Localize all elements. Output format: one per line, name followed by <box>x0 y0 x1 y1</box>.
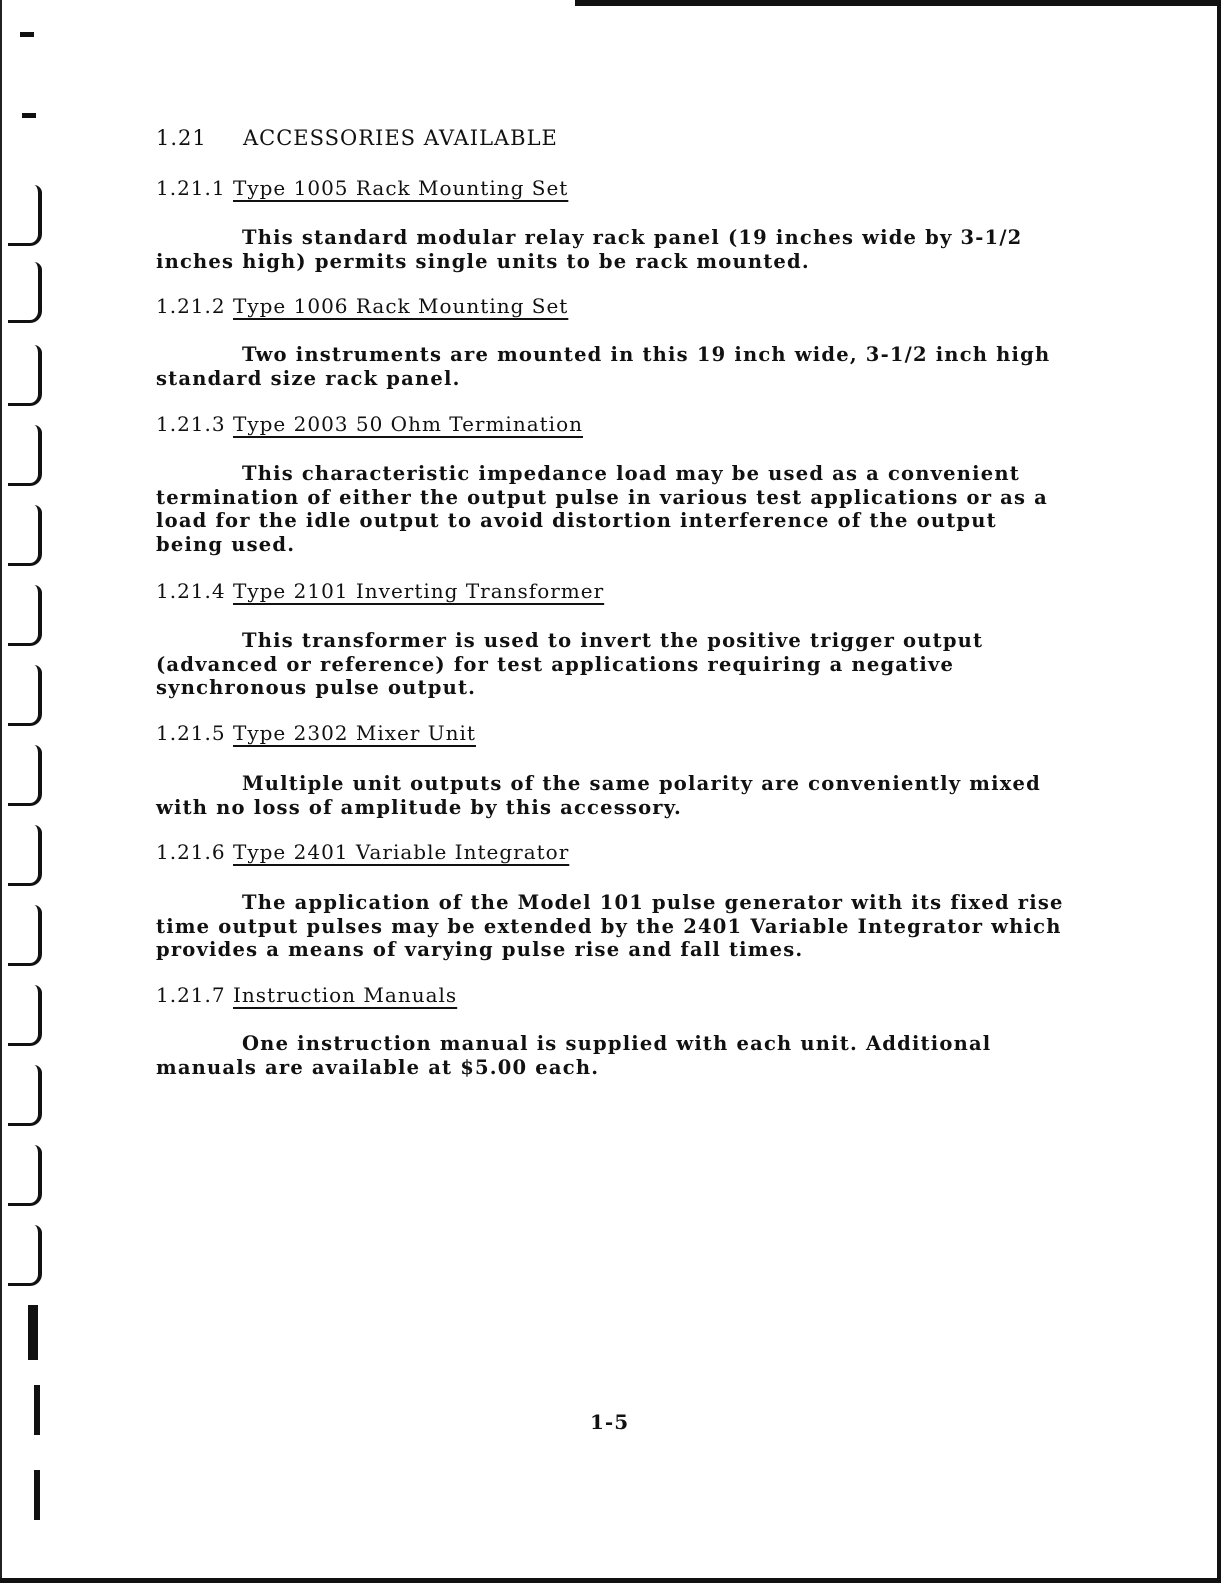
binder-ring <box>8 425 42 486</box>
binder-ring <box>8 825 42 886</box>
subsection-paragraph: Two instruments are mounted in this 19 inch wide, 3-1/2 inch high standard size rack panel. <box>156 343 1051 390</box>
subsection-heading <box>156 412 583 436</box>
subsection-number: 1.21.3 <box>156 412 226 436</box>
section-number: 1.21 <box>156 126 207 150</box>
binder-ring <box>8 1225 42 1286</box>
subsection-title: Type 1006 Rack Mounting Set <box>232 294 569 318</box>
scan-bottom-border <box>0 1578 1221 1583</box>
scan-top-border <box>575 0 1221 6</box>
binder-ring <box>34 1470 40 1520</box>
subsection-paragraph: This transformer is used to invert the positive trigger output (advanced or reference) for test applications requiring a negative synchronous pulse output. <box>156 629 984 699</box>
subsection-heading <box>156 294 568 318</box>
binder-ring <box>8 985 42 1046</box>
binder-ring <box>8 345 42 406</box>
subsection-title: Instruction Manuals <box>232 983 458 1007</box>
binder-ring <box>22 113 36 118</box>
binder-ring <box>8 665 42 726</box>
subsection-title: Type 2101 Inverting Transformer <box>232 579 605 603</box>
scan-right-border <box>1217 0 1221 1583</box>
section-heading <box>156 126 558 150</box>
subsection-number: 1.21.1 <box>156 176 226 200</box>
binder-ring <box>34 1385 40 1435</box>
subsection-number: 1.21.5 <box>156 721 226 745</box>
subsection-heading <box>156 983 457 1007</box>
subsection-number: 1.21.6 <box>156 840 226 864</box>
binder-ring <box>8 262 42 323</box>
section-title: ACCESSORIES AVAILABLE <box>243 126 558 150</box>
subsection-heading <box>156 721 476 745</box>
subsection-number: 1.21.2 <box>156 294 226 318</box>
subsection-paragraph: This characteristic impedance load may be used as a convenient termination of either the output pulse in various test applications or as a load for the idle output to avoid distortion interference of the output being used. <box>156 462 1049 556</box>
page-number: 1-5 <box>590 1410 630 1434</box>
binder-ring <box>8 505 42 566</box>
subsection-title: Type 2302 Mixer Unit <box>232 721 476 745</box>
subsection-paragraph: This standard modular relay rack panel (19 inches wide by 3-1/2 inches high) permits single units to be rack mounted. <box>156 226 1023 273</box>
subsection-number: 1.21.4 <box>156 579 226 603</box>
subsection-title: Type 1005 Rack Mounting Set <box>232 176 569 200</box>
binder-ring <box>8 585 42 646</box>
subsection-heading <box>156 176 568 200</box>
subsection-title: Type 2401 Variable Integrator <box>232 840 570 864</box>
binder-ring <box>8 905 42 966</box>
binder-ring <box>28 1305 38 1360</box>
binder-rings <box>0 0 60 1583</box>
binder-ring <box>8 745 42 806</box>
subsection-paragraph: The application of the Model 101 pulse generator with its fixed rise time output pulses may be extended by the 2401 Variable Integrator which provides a means of varying pulse rise and fall times. <box>156 891 1064 961</box>
subsection-heading <box>156 579 604 603</box>
subsection-paragraph: Multiple unit outputs of the same polarity are conveniently mixed with no loss of amplitude by this accessory. <box>156 772 1041 819</box>
binder-ring <box>8 185 42 246</box>
subsection-paragraph: One instruction manual is supplied with each unit. Additional manuals are available at $5.00 each. <box>156 1032 992 1079</box>
subsection-heading <box>156 840 569 864</box>
subsection-number: 1.21.7 <box>156 983 226 1007</box>
subsection-title: Type 2003 50 Ohm Termination <box>232 412 583 436</box>
binder-ring <box>20 32 34 37</box>
binder-ring <box>8 1065 42 1126</box>
binder-ring <box>8 1145 42 1206</box>
